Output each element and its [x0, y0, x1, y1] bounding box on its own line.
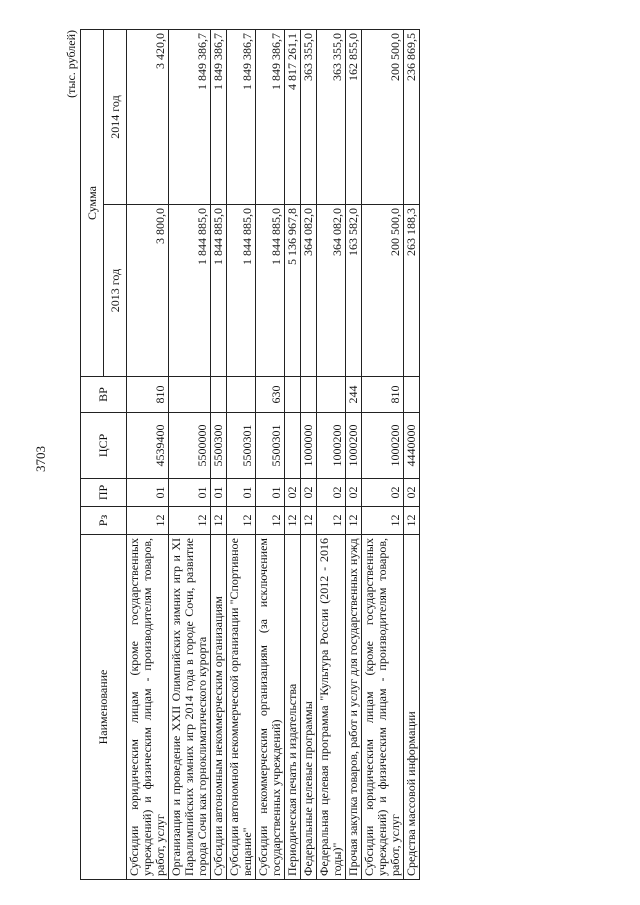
row-name: Субсидии юридическим лицам (кроме государственных учреждений) и физическим лицам - производителям товаров, работ, услуг	[127, 535, 169, 880]
header-2014: 2014 год	[104, 29, 127, 204]
budget-table	[80, 29, 420, 880]
row-pr: 02	[362, 479, 404, 507]
row-vr	[169, 377, 211, 413]
header-sum: Сумма	[81, 29, 104, 376]
header-name: Наименование	[81, 535, 127, 880]
row-rz: 12	[127, 507, 169, 535]
table-row	[346, 29, 362, 879]
row-csr: 4440000	[404, 413, 420, 479]
row-2014: 200 500,0	[362, 29, 404, 204]
rotated-page	[62, 30, 592, 880]
row-2014: 1 849 386,7	[256, 29, 285, 204]
row-pr: 01	[127, 479, 169, 507]
row-2013: 364 082,0	[317, 205, 346, 377]
row-rz: 12	[211, 507, 227, 535]
table-row	[256, 29, 285, 879]
row-pr: 02	[346, 479, 362, 507]
row-2014: 363 355,0	[301, 29, 317, 204]
table-row	[127, 29, 169, 879]
row-csr: 1000200	[362, 413, 404, 479]
row-vr	[404, 377, 420, 413]
row-rz: 12	[346, 507, 362, 535]
row-name: Федеральная целевая программа "Культура России (2012 - 2016 годы)"	[317, 535, 346, 880]
row-2014: 1 849 386,7	[211, 29, 227, 204]
row-pr: 01	[169, 479, 211, 507]
row-pr: 02	[285, 479, 301, 507]
table-row	[211, 29, 227, 879]
page-number: 3703	[33, 446, 48, 472]
row-name: Субсидии юридическим лицам (кроме государственных учреждений) и физическим лицам - производителям товаров, работ, услуг	[362, 535, 404, 880]
header-csr: ЦСР	[81, 413, 127, 479]
row-pr: 01	[211, 479, 227, 507]
row-vr	[285, 377, 301, 413]
row-name: Периодическая печать и издательства	[285, 535, 301, 880]
row-pr: 02	[301, 479, 317, 507]
table-row	[317, 29, 346, 879]
row-2013: 1 844 885,0	[256, 205, 285, 377]
row-2014: 3 420,0	[127, 29, 169, 204]
row-rz: 12	[404, 507, 420, 535]
row-name: Федеральные целевые программы	[301, 535, 317, 880]
row-2013: 200 500,0	[362, 205, 404, 377]
row-rz: 12	[285, 507, 301, 535]
table-row	[404, 29, 420, 879]
table-row	[362, 29, 404, 879]
row-name: Организация и проведение XXII Олимпийских зимних игр и XI Паралимпийских зимних игр 2014 года в городе Сочи, развитие города Сочи как горноклиматического курорта	[169, 535, 211, 880]
row-rz: 12	[256, 507, 285, 535]
row-2014: 363 355,0	[317, 29, 346, 204]
row-pr: 01	[256, 479, 285, 507]
row-rz: 12	[301, 507, 317, 535]
header-2013: 2013 год	[104, 205, 127, 377]
units-note: (тыс. рублей)	[64, 30, 78, 98]
row-csr: 1000000	[301, 413, 317, 479]
row-2014: 162 855,0	[346, 29, 362, 204]
row-name: Субсидии автономной некоммерческой организации "Спортивное вещание"	[227, 535, 256, 880]
row-vr	[301, 377, 317, 413]
row-csr: 5500300	[211, 413, 227, 479]
row-vr: 810	[127, 377, 169, 413]
row-2014: 4 817 261,1	[285, 29, 301, 204]
row-2013: 1 844 885,0	[169, 205, 211, 377]
row-name: Средства массовой информации	[404, 535, 420, 880]
row-2013: 1 844 885,0	[211, 205, 227, 377]
header-pr: ПР	[81, 479, 127, 507]
row-csr: 1000200	[346, 413, 362, 479]
row-csr: 5500301	[227, 413, 256, 479]
header-rz: Рз	[81, 507, 127, 535]
row-2014: 1 849 386,7	[169, 29, 211, 204]
row-rz: 12	[169, 507, 211, 535]
row-csr: 5500301	[256, 413, 285, 479]
row-name: Субсидии некоммерческим организациям (за исключением государственных учреждений)	[256, 535, 285, 880]
table-row	[301, 29, 317, 879]
row-csr: 5500000	[169, 413, 211, 479]
row-pr: 02	[317, 479, 346, 507]
row-vr: 810	[362, 377, 404, 413]
row-vr: 244	[346, 377, 362, 413]
row-csr: 1000200	[317, 413, 346, 479]
row-vr	[227, 377, 256, 413]
row-2013: 364 082,0	[301, 205, 317, 377]
row-vr	[211, 377, 227, 413]
row-2013: 3 800,0	[127, 205, 169, 377]
row-name: Прочая закупка товаров, работ и услуг для государственных нужд	[346, 535, 362, 880]
row-2014: 236 869,5	[404, 29, 420, 204]
row-csr: 4539400	[127, 413, 169, 479]
row-pr: 02	[404, 479, 420, 507]
row-vr: 630	[256, 377, 285, 413]
row-2013: 5 136 967,8	[285, 205, 301, 377]
row-rz: 12	[227, 507, 256, 535]
row-name: Субсидии автономным некоммерческим организациям	[211, 535, 227, 880]
row-2013: 163 582,0	[346, 205, 362, 377]
table-row	[169, 29, 211, 879]
header-vr: ВР	[81, 377, 127, 413]
row-vr	[317, 377, 346, 413]
table-row	[285, 29, 301, 879]
row-rz: 12	[362, 507, 404, 535]
row-2013: 263 188,3	[404, 205, 420, 377]
row-2014: 1 849 386,7	[227, 29, 256, 204]
row-pr: 01	[227, 479, 256, 507]
table-row	[227, 29, 256, 879]
row-2013: 1 844 885,0	[227, 205, 256, 377]
row-rz: 12	[317, 507, 346, 535]
row-csr	[285, 413, 301, 479]
